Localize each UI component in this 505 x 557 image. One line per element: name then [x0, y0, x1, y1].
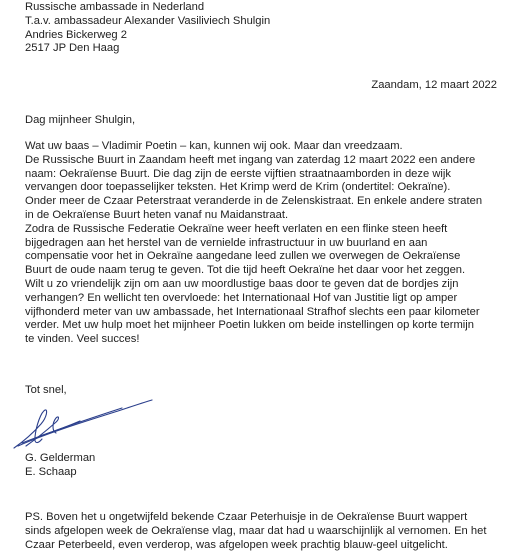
body-line: Wilt u zo vriendelijk zijn om aan uw moordlustige baas door te geven dat de bordjes zijn: [25, 277, 459, 290]
body-line: verder. Met uw hulp moet het mijnheer Poetin lukken om beide instellingen op korte termijn: [25, 319, 474, 332]
body-line: compensatie voor het in Oekraïne aangedane leed zullen we overwegen de Oekraïense: [25, 250, 461, 263]
signer-name: E. Schaap: [25, 465, 77, 478]
address-line: T.a.v. ambassadeur Alexander Vasiliviech Shulgin: [25, 14, 271, 27]
body-line: te vinden. Veel succes!: [25, 333, 140, 346]
body-line: Zodra de Russische Federatie Oekraïne weer heeft verlaten en een flinke steen heeft: [25, 222, 448, 235]
body-line: verhangen? En wellicht ten overvloede: het Internationaal Hof van Justitie ligt op amper: [25, 291, 458, 304]
address-line: 2517 JP Den Haag: [25, 42, 120, 55]
postscript-line: sinds afgelopen week de Oekraïense vlag, maar dat had u waarschijnlijk al vernomen. En het: [25, 524, 487, 537]
postscript: [25, 511, 500, 552]
letter-body: [25, 140, 495, 347]
body-line: Wat uw baas – Vladimir Poetin – kan, kunnen wij ook. Maar dan vreedzaam.: [25, 140, 403, 152]
body-line: bijgedragen aan het herstel van de vernielde infrastructuur in uw buurland en aan: [25, 236, 428, 249]
salutation: Dag mijnheer Shulgin,: [25, 114, 136, 126]
body-line: naam: Oekraïense Buurt. Die dag zijn de eerste vijftien straatnaamborden in deze wijk: [25, 167, 451, 180]
recipient-address: [25, 1, 485, 56]
body-line: vervangen door toepasselijker teksten. Het Krimp werd de Krim (ondertitel: Oekraïne).: [25, 181, 451, 194]
body-line: De Russische Buurt in Zaandam heeft met ingang van zaterdag 12 maart 2022 een andere: [25, 153, 476, 166]
signer-names: [25, 452, 95, 480]
postscript-line: PS. Boven het u ongetwijfeld bekende Czaar Peterhuisje in de Oekraïense Buurt wappert: [25, 511, 468, 523]
letter-date: Zaandam, 12 maart 2022: [371, 79, 497, 91]
body-line: vijfhonderd meter van uw ambassade, het Internationaal Strafhof slechts een paar kilometer: [25, 305, 480, 318]
body-line: in de Oekraïense Buurt heten vanaf nu Maidanstraat.: [25, 208, 289, 221]
address-line: Andries Bickerweg 2: [25, 28, 127, 41]
handwritten-signature: [10, 396, 160, 454]
address-line: Russische ambassade in Nederland: [25, 1, 205, 13]
body-line: Buurt de oude naam terug te geven. Tot die tijd heeft Oekraïne het daar voor het zeggen.: [25, 264, 466, 277]
postscript-line: Czaar Peterbeeld, even verderop, was afgelopen week prachtig blauw-geel uitgelicht.: [25, 538, 448, 551]
body-line: Onder meer de Czaar Peterstraat veranderde in de Zelenskistraat. En enkele andere straten: [25, 195, 483, 208]
signer-name: G. Gelderman: [25, 452, 96, 464]
closing: Tot snel,: [25, 384, 67, 396]
